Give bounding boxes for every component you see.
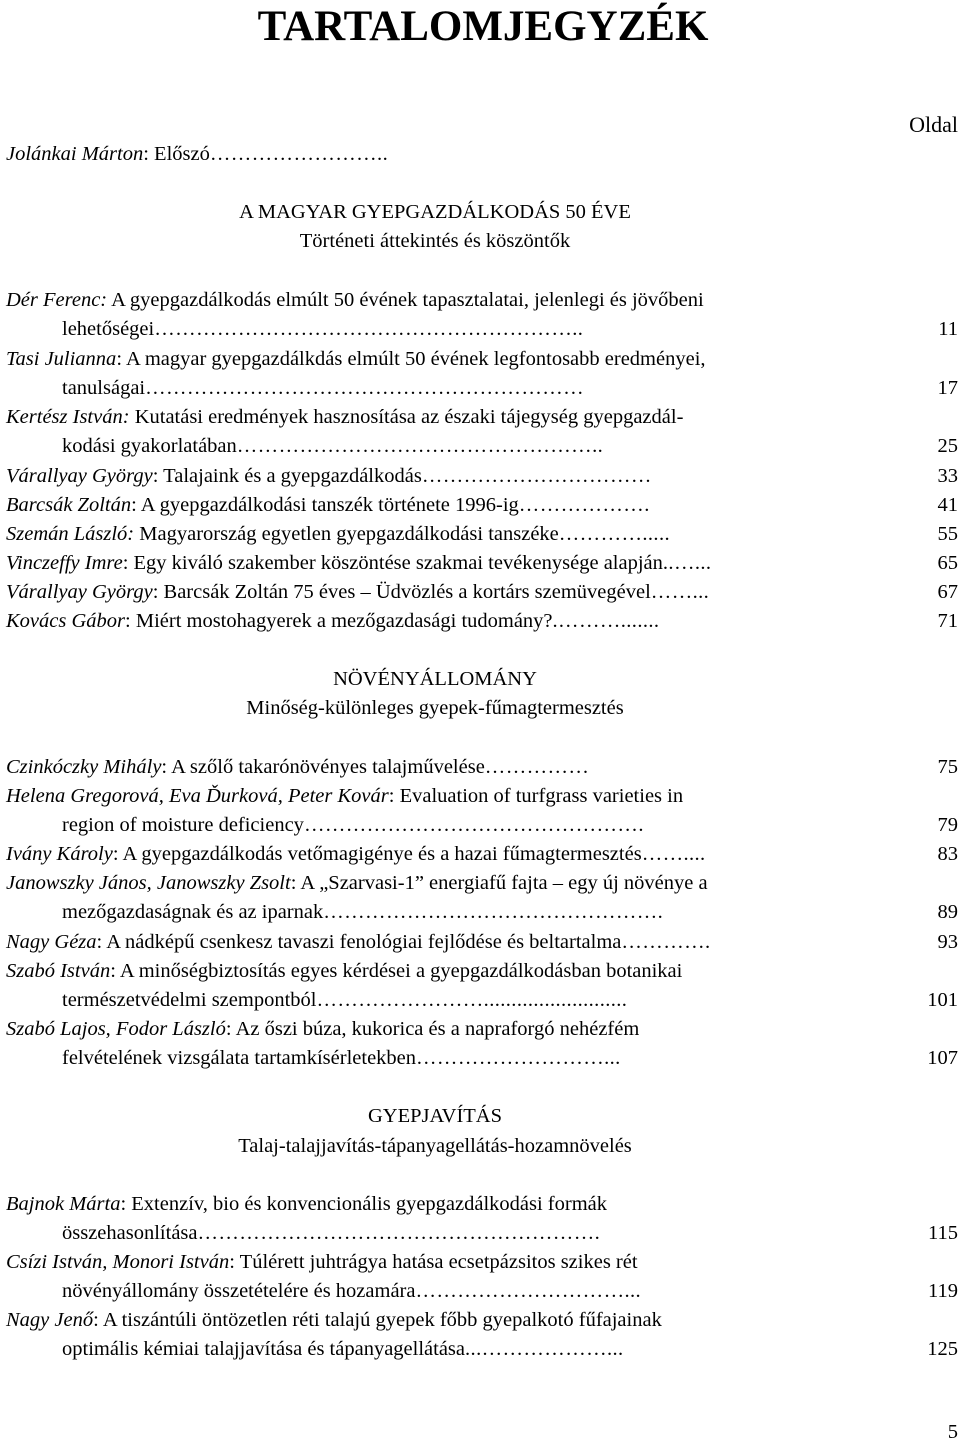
toc-author: Kovács Gábor	[6, 610, 126, 632]
toc-author: Szabó Lajos, Fodor László	[6, 1018, 226, 1040]
toc-page-number: 125	[927, 1338, 958, 1360]
toc-leader: ……………………………………………..	[236, 435, 604, 457]
toc-title: összehasonlítása	[62, 1222, 198, 1244]
toc-author: Tasi Julianna	[6, 348, 117, 370]
page-number: 5	[947, 1421, 958, 1443]
toc-entry-continuation[interactable]	[62, 432, 960, 461]
toc-title: A gyepgazdálkodás vetőmagigénye és a hazai fűmagtermesztés	[122, 843, 642, 865]
toc-author: Vinczeffy Imre	[6, 552, 123, 574]
toc-title: Extenzív, bio és konvencionális gyepgazdálkodási formák	[131, 1193, 608, 1215]
toc-page-number: 83	[937, 843, 958, 865]
toc-page-number: 115	[928, 1222, 958, 1244]
toc-author: Csízi István, Monori István	[6, 1251, 230, 1273]
toc-title: Az őszi búza, kukorica és a napraforgó nehézfém	[235, 1018, 640, 1040]
toc-leader: ……………………………………………………..	[154, 318, 584, 340]
toc-leader: ……………………..	[209, 143, 389, 165]
section-heading: A MAGYAR GYEPGAZDÁLKODÁS 50 ÉVE	[239, 201, 631, 223]
toc-entry[interactable]: Várallyay György: Talajaink és a gyepgazdálkodás…………………………… 33	[6, 462, 960, 491]
toc-title: Előszó	[154, 143, 210, 165]
toc-title: Kutatási eredmények hasznosítása az északi tájegység gyepgazdál-	[134, 406, 684, 428]
toc-page-number: 71	[937, 610, 958, 632]
toc-page-number: 25	[937, 435, 958, 457]
toc-entry[interactable]: Helena Gregorová, Eva Ďurková, Peter Kovár: Evaluation of turfgrass varieties in	[6, 785, 684, 807]
toc-page-number: 33	[937, 465, 958, 487]
toc-entry-continuation[interactable]	[62, 374, 960, 403]
section-subheading: Minőség-különleges gyepek-fűmagtermesztés	[246, 697, 624, 719]
toc-leader: ……………………..........................	[316, 989, 628, 1011]
toc-entry[interactable]: Bajnok Márta: Extenzív, bio és konvencionális gyepgazdálkodási formák	[6, 1193, 608, 1215]
toc-title: Evaluation of turfgrass varieties in	[399, 785, 684, 807]
toc-entry-continuation[interactable]	[62, 898, 960, 927]
toc-page-number: 93	[937, 931, 958, 953]
toc-leader: ……....	[641, 843, 706, 865]
toc-entry-continuation[interactable]	[62, 1219, 960, 1248]
toc-author: Szabó István	[6, 960, 111, 982]
toc-page-number: 55	[937, 523, 958, 545]
toc-page-number: 41	[937, 494, 958, 516]
toc-leader: ……………	[484, 756, 590, 778]
toc-author: Várallyay György	[6, 465, 153, 487]
toc-entry-foreword[interactable]: Jolánkai Márton: Előszó……………………..	[6, 143, 389, 165]
toc-entry[interactable]: Szabó Lajos, Fodor László: Az őszi búza, kukorica és a napraforgó nehézfém	[6, 1018, 640, 1040]
toc-title: Egy kiváló szakember köszöntése szakmai tevékenysége alapján	[133, 552, 663, 574]
toc-entry[interactable]	[6, 520, 960, 549]
toc-entry[interactable]: Szabó István: A minőségbiztosítás egyes kérdései a gyepgazdálkodásban botanikai	[6, 960, 683, 982]
section-subheading: Történeti áttekintés és köszöntők	[299, 230, 571, 252]
toc-author: Bajnok Márta	[6, 1193, 121, 1215]
toc-leader: ..…...	[662, 552, 712, 574]
toc-page-number: 107	[927, 1047, 958, 1069]
section-subheading: Talaj-talajjavítás-tápanyagellátás-hozamnövelés	[238, 1135, 632, 1157]
toc-page-number: 89	[937, 901, 958, 923]
toc-author: Ivány Károly	[6, 843, 113, 865]
toc-title: A szőlő takarónövényes talajművelése	[171, 756, 485, 778]
toc-leader: ………………………………………………….	[197, 1222, 601, 1244]
toc-entry-continuation[interactable]	[62, 1277, 960, 1306]
section-heading: NÖVÉNYÁLLOMÁNY	[333, 668, 537, 690]
toc-author: Kertész István:	[6, 406, 130, 428]
toc-title: kodási gyakorlatában	[62, 435, 237, 457]
toc-title: növényállomány összetételére és hozamára	[62, 1280, 416, 1302]
toc-title: A minőségbiztosítás egyes kérdései a gyepgazdálkodásban botanikai	[119, 960, 683, 982]
section-heading: GYEPJAVÍTÁS	[367, 1105, 503, 1127]
toc-leader: …………………………...	[415, 1280, 642, 1302]
toc-entry[interactable]: Ivány Károly: A gyepgazdálkodás vetőmagigénye és a hazai fűmagtermesztés…….... 83	[6, 840, 960, 869]
toc-entry[interactable]	[6, 286, 960, 315]
toc-entry[interactable]: Janowszky János, Janowszky Zsolt: A „Szarvasi-1” energiafű fajta – egy új növénye a	[6, 872, 708, 894]
toc-author: Szemán László:	[6, 523, 135, 545]
toc-title: A gyepgazdálkodási tanszék története 1996-ig	[140, 494, 519, 516]
toc-author: Jolánkai Márton	[6, 143, 144, 165]
toc-entry[interactable]: Nagy Jenő: A tiszántúli öntözetlen réti talajú gyepek főbb gyepalkotó fűfajainak	[6, 1309, 662, 1331]
toc-entry-continuation[interactable]	[62, 1335, 960, 1364]
toc-entry[interactable]: Csízi István, Monori István: Túlérett juhtrágya hatása ecsetpázsitos szikes rét	[6, 1251, 638, 1273]
toc-title: Miért mostohagyerek a mezőgazdasági tudomány?	[135, 610, 553, 632]
toc-leader: ……………………………	[421, 465, 652, 487]
toc-author: Dér Ferenc:	[6, 289, 108, 311]
toc-leader: ……...	[650, 581, 710, 603]
toc-entry-continuation[interactable]	[62, 315, 960, 344]
toc-leader: ……………….	[518, 494, 650, 516]
toc-entry[interactable]: Czinkóczky Mihály: A szőlő takarónövényes talajművelése…………… 75	[6, 753, 960, 782]
toc-entry[interactable]	[6, 403, 960, 432]
toc-title: lehetőségei	[62, 318, 155, 340]
toc-title: A „Szarvasi-1” energiafű fajta – egy új növénye a	[300, 872, 708, 894]
toc-entry-continuation[interactable]	[62, 986, 960, 1015]
toc-title: felvételének vizsgálata tartamkísérletekben	[62, 1047, 417, 1069]
toc-page-number: 11	[938, 318, 958, 340]
toc-author: Janowszky János, Janowszky Zsolt	[6, 872, 291, 894]
toc-title: optimális kémiai talajjavítása és tápanyagellátása	[62, 1338, 466, 1360]
toc-entry[interactable]: Barcsák Zoltán: A gyepgazdálkodási tanszék története 1996-ig………………. 41	[6, 491, 960, 520]
toc-entry-continuation[interactable]	[62, 811, 960, 840]
toc-leader: ………………………………………….	[303, 814, 644, 836]
toc-author: Várallyay György	[6, 581, 153, 603]
toc-leader: ...………………...	[465, 1338, 624, 1360]
toc-leader: ………………………………………….	[323, 901, 664, 923]
toc-title: Barcsák Zoltán 75 éves – Üdvözlés a kortárs szemüvegével	[163, 581, 651, 603]
toc-page-number: 119	[928, 1280, 958, 1302]
toc-leader: ………….	[621, 931, 711, 953]
toc-page-number: 17	[937, 377, 958, 399]
toc-leader: ………………………………………………………	[145, 377, 585, 399]
toc-page-number: 79	[937, 814, 958, 836]
toc-author: Barcsák Zoltán	[6, 494, 132, 516]
toc-entry[interactable]: Kovács Gábor: Miért mostohagyerek a mezőgazdasági tudomány?.………....... 71	[6, 607, 960, 636]
toc-entry[interactable]: Várallyay György: Barcsák Zoltán 75 éves – Üdvözlés a kortárs szemüvegével……... 67	[6, 578, 960, 607]
toc-author: Helena Gregorová, Eva Ďurková, Peter Kovár	[6, 785, 389, 807]
toc-title: A nádképű csenkesz tavaszi fenológiai fejlődése és beltartalma	[106, 931, 622, 953]
toc-title: Túlérett juhtrágya hatása ecsetpázsitos szikes rét	[239, 1251, 638, 1273]
toc-leader: ………….....	[558, 523, 670, 545]
toc-title: tanulságai	[62, 377, 146, 399]
page-column-header: Oldal	[909, 112, 958, 137]
toc-title: region of moisture deficiency	[62, 814, 304, 836]
toc-title: Talajaink és a gyepgazdálkodás	[163, 465, 422, 487]
toc-entry[interactable]: Vinczeffy Imre: Egy kiváló szakember köszöntése szakmai tevékenysége alapján..…... 65	[6, 549, 960, 578]
toc-title: mezőgazdaságnak és az iparnak	[62, 901, 324, 923]
toc-page-number: 75	[937, 756, 958, 778]
toc-page-number: 101	[927, 989, 958, 1011]
toc-page-number: 67	[937, 581, 958, 603]
toc-page-number: 65	[937, 552, 958, 574]
toc-entry[interactable]: Tasi Julianna: A magyar gyepgazdálkdás elmúlt 50 évének legfontosabb eredményei,	[6, 348, 706, 370]
toc-author: Nagy Jenő	[6, 1309, 94, 1331]
page-title: TARTALOMJEGYZÉK	[257, 3, 709, 50]
toc-author: Nagy Géza	[6, 931, 97, 953]
toc-entry[interactable]: Nagy Géza: A nádképű csenkesz tavaszi fenológiai fejlődése és beltartalma…………. 93	[6, 928, 960, 957]
toc-leader: ………………………...	[416, 1047, 621, 1069]
toc-title: természetvédelmi szempontból	[62, 989, 317, 1011]
toc-title: A tiszántúli öntözetlen réti talajú gyepek főbb gyepalkotó fűfajainak	[102, 1309, 662, 1331]
toc-title: Magyarország egyetlen gyepgazdálkodási tanszéke	[139, 523, 559, 545]
toc-entry-continuation[interactable]	[62, 1044, 960, 1073]
toc-author: Czinkóczky Mihály	[6, 756, 162, 778]
toc-title: A magyar gyepgazdálkdás elmúlt 50 évének legfontosabb eredményei,	[126, 348, 706, 370]
toc-leader: .……….......	[552, 610, 660, 632]
toc-title: A gyepgazdálkodás elmúlt 50 évének tapasztalatai, jelenlegi és jövőbeni	[111, 289, 704, 311]
